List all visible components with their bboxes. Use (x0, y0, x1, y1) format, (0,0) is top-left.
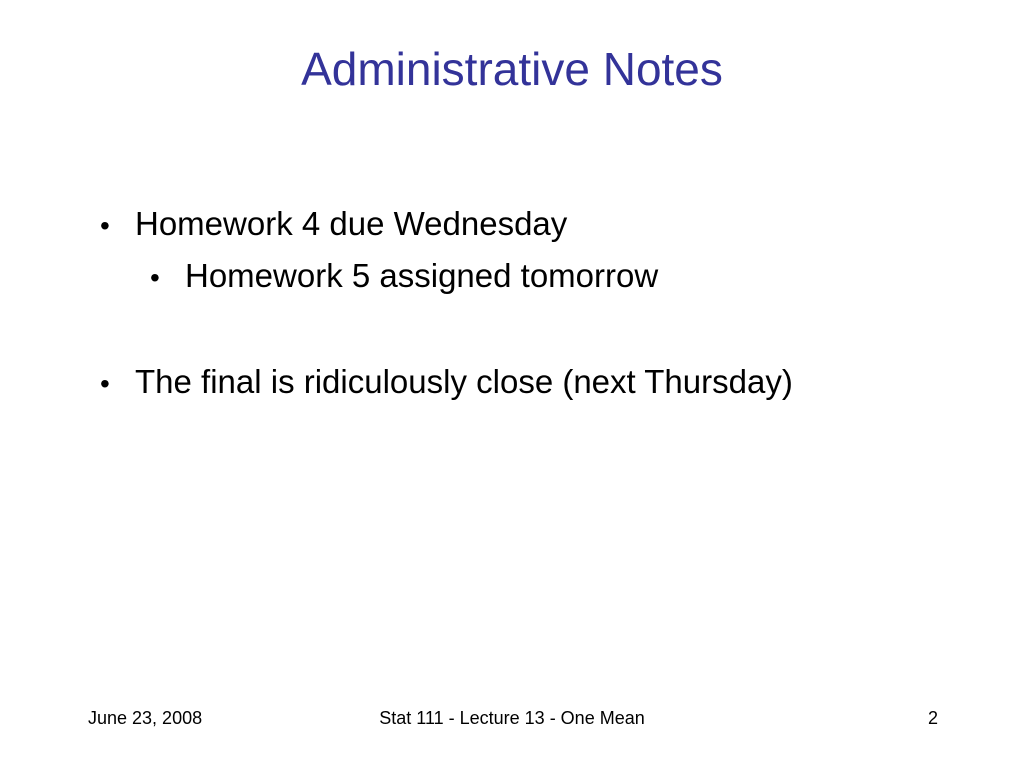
footer-page-number: 2 (927, 708, 938, 728)
bullet-marker: • (100, 210, 110, 241)
bullet-text: Homework 5 assigned tomorrow (185, 257, 659, 294)
bullet-homework-4 (100, 204, 567, 246)
footer-course-title: Stat 111 - Lecture 13 - One Mean (379, 708, 645, 728)
bullet-final-exam (100, 362, 793, 404)
bullet-homework-5 (150, 256, 658, 298)
bullet-marker: • (100, 368, 110, 399)
footer-date: June 23, 2008 (88, 708, 203, 728)
bullet-text: The final is ridiculously close (next Thursday) (135, 363, 793, 400)
bullet-marker: • (150, 262, 160, 293)
bullet-text: Homework 4 due Wednesday (135, 205, 568, 242)
slide-title: Administrative Notes (301, 43, 723, 95)
